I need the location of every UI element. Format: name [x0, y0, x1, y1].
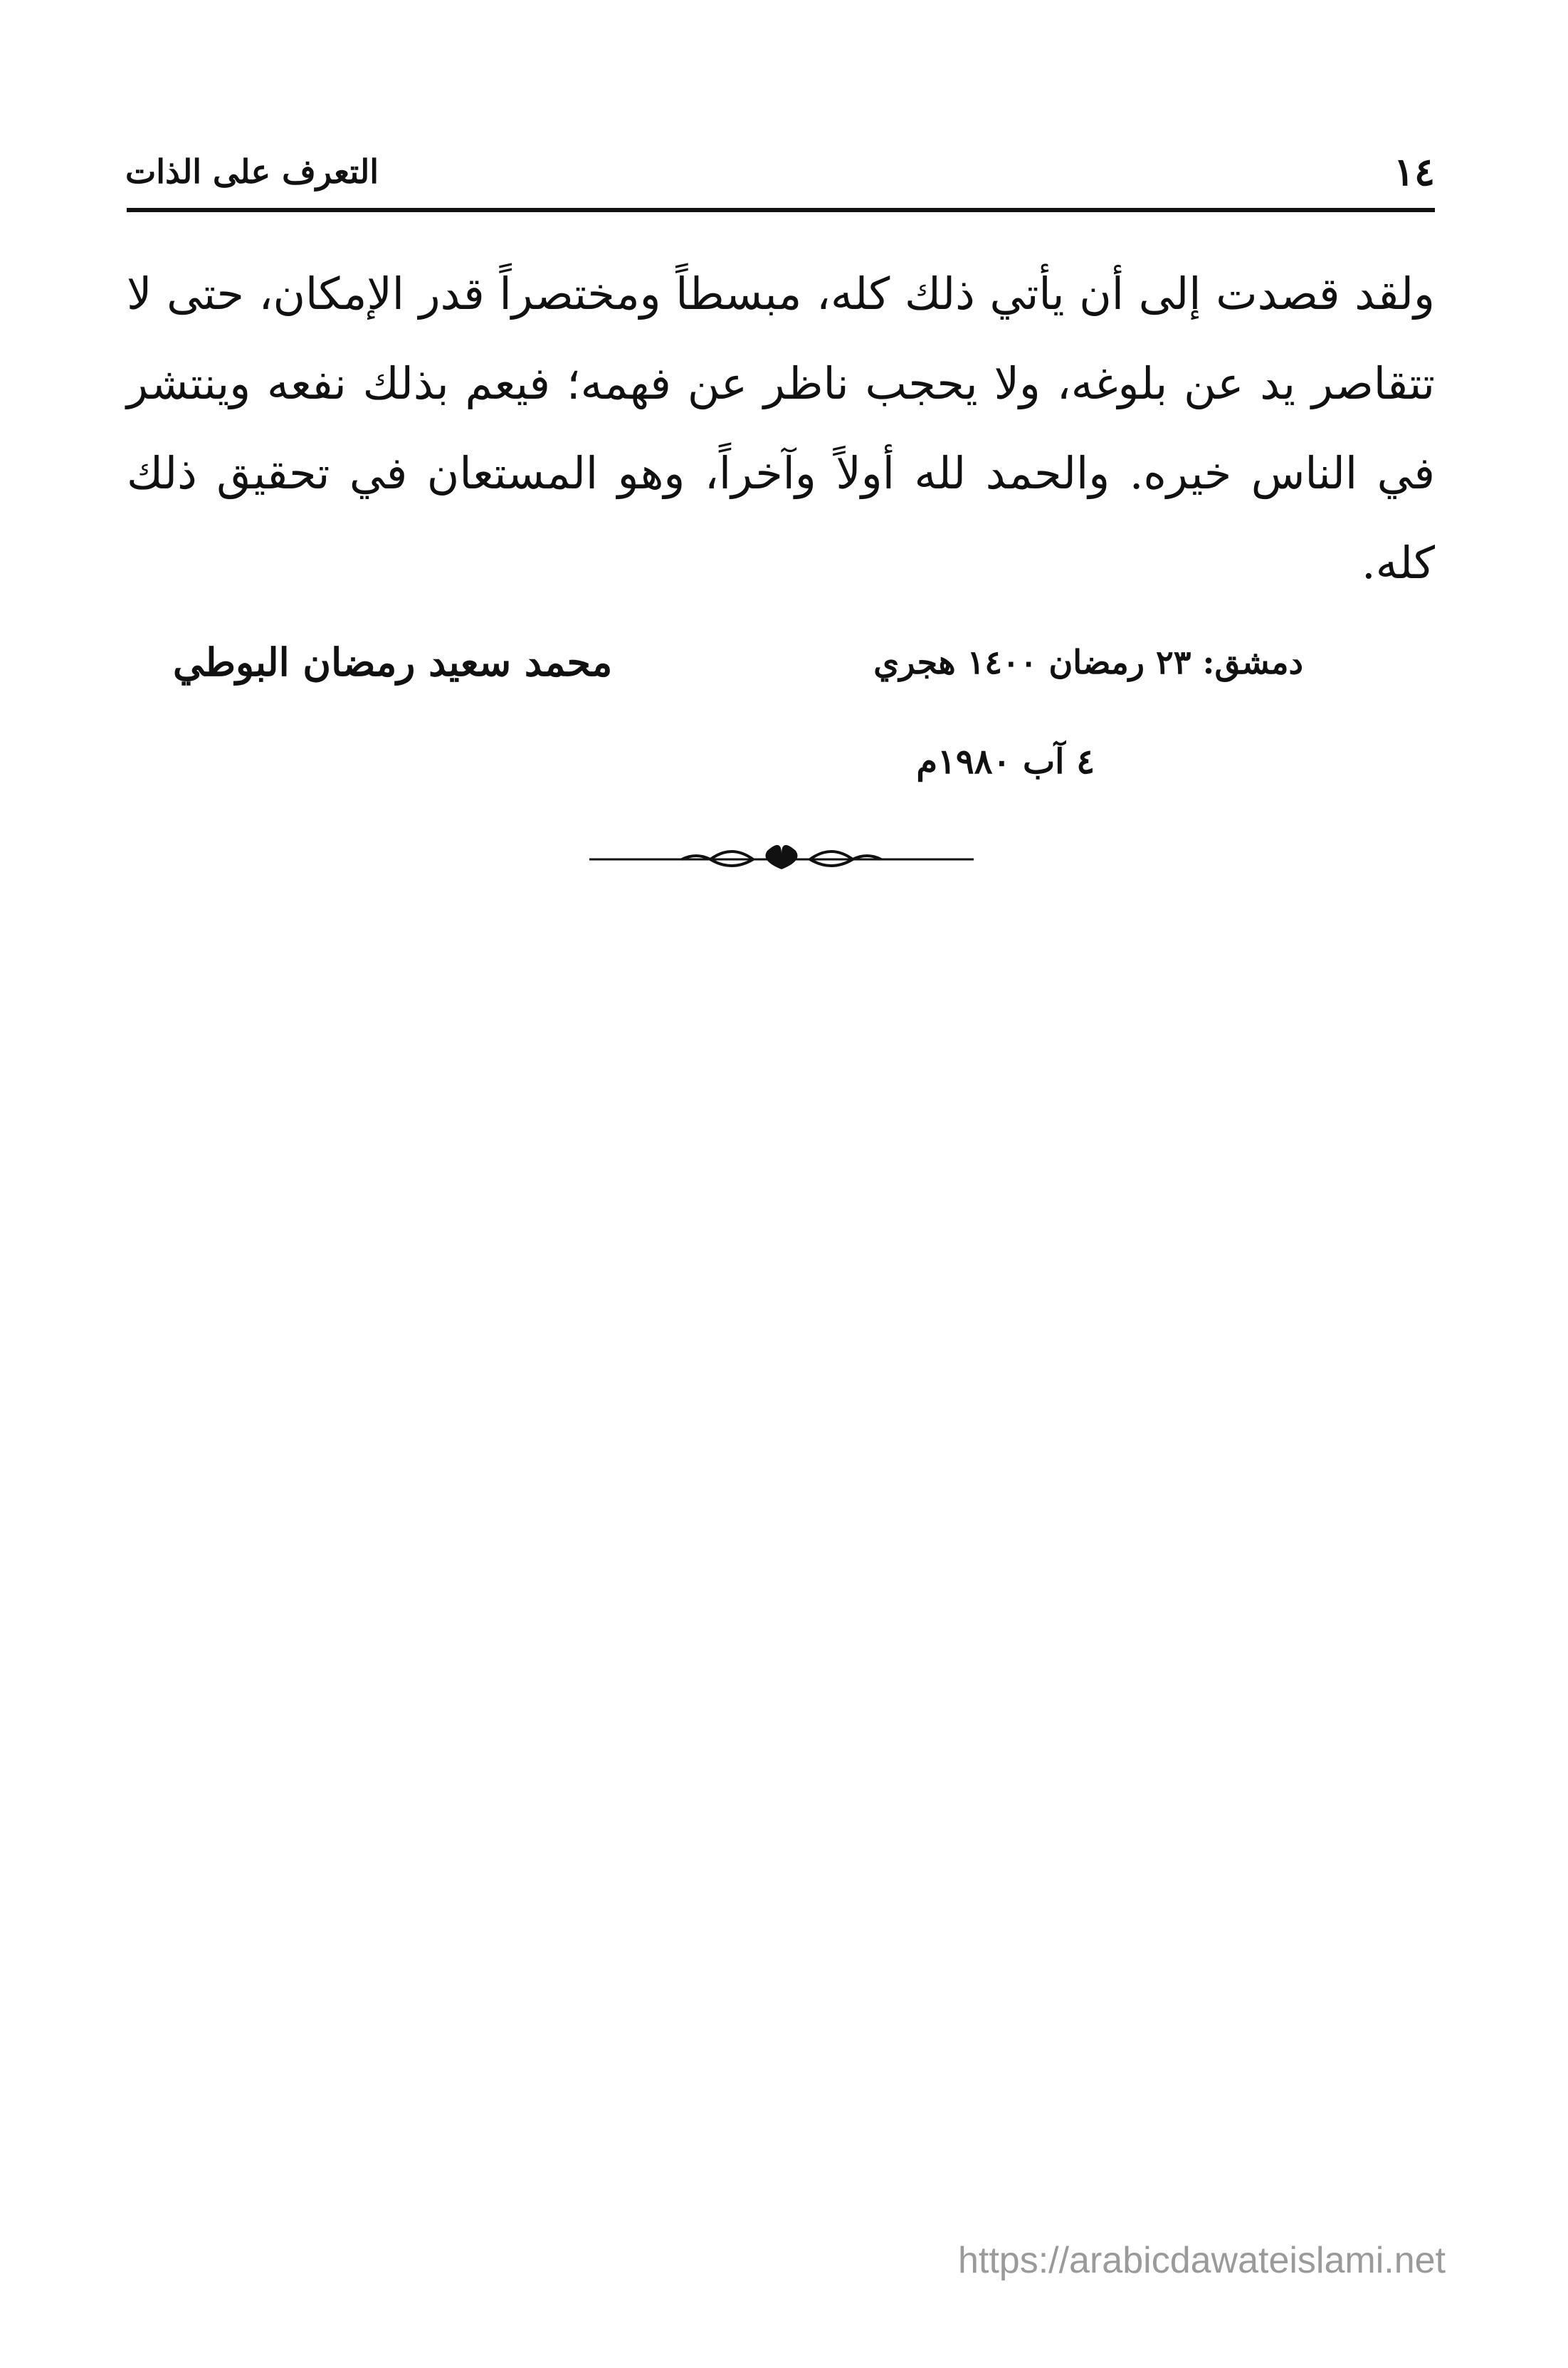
- gregorian-date: ٤ آب ١٩٨٠م: [916, 742, 1095, 782]
- body-paragraph: ولقد قصدت إلى أن يأتي ذلك كله، مبسطاً ومختصراً قدر الإمكان، حتى لا تتقاصر يد عن بلوغه، ولا يحجب ناظر عن فهمه؛ فيعم بذلك نفعه وينتشر في الناس خيره. والحمد لله أولاً وآخراً، وهو المستعان في تحقيق ذلك كله.: [127, 268, 1435, 589]
- decorative-divider-icon: [589, 837, 974, 879]
- author-name: محمد سعيد رمضان البوطي: [173, 639, 613, 685]
- header-rule: [127, 208, 1435, 212]
- watermark-url: https://arabicdawateislami.net: [957, 2240, 1446, 2281]
- signature-block: [127, 627, 1435, 782]
- body-text: [127, 249, 1435, 608]
- place-hijri-date: دمشق: ٢٣ رمضان ١٤٠٠ هجري: [873, 643, 1303, 681]
- signature-row: [127, 627, 1435, 705]
- running-title: التعرف على الذات: [125, 152, 379, 191]
- page-number: ١٤: [1393, 149, 1435, 194]
- page-header: [125, 140, 1435, 204]
